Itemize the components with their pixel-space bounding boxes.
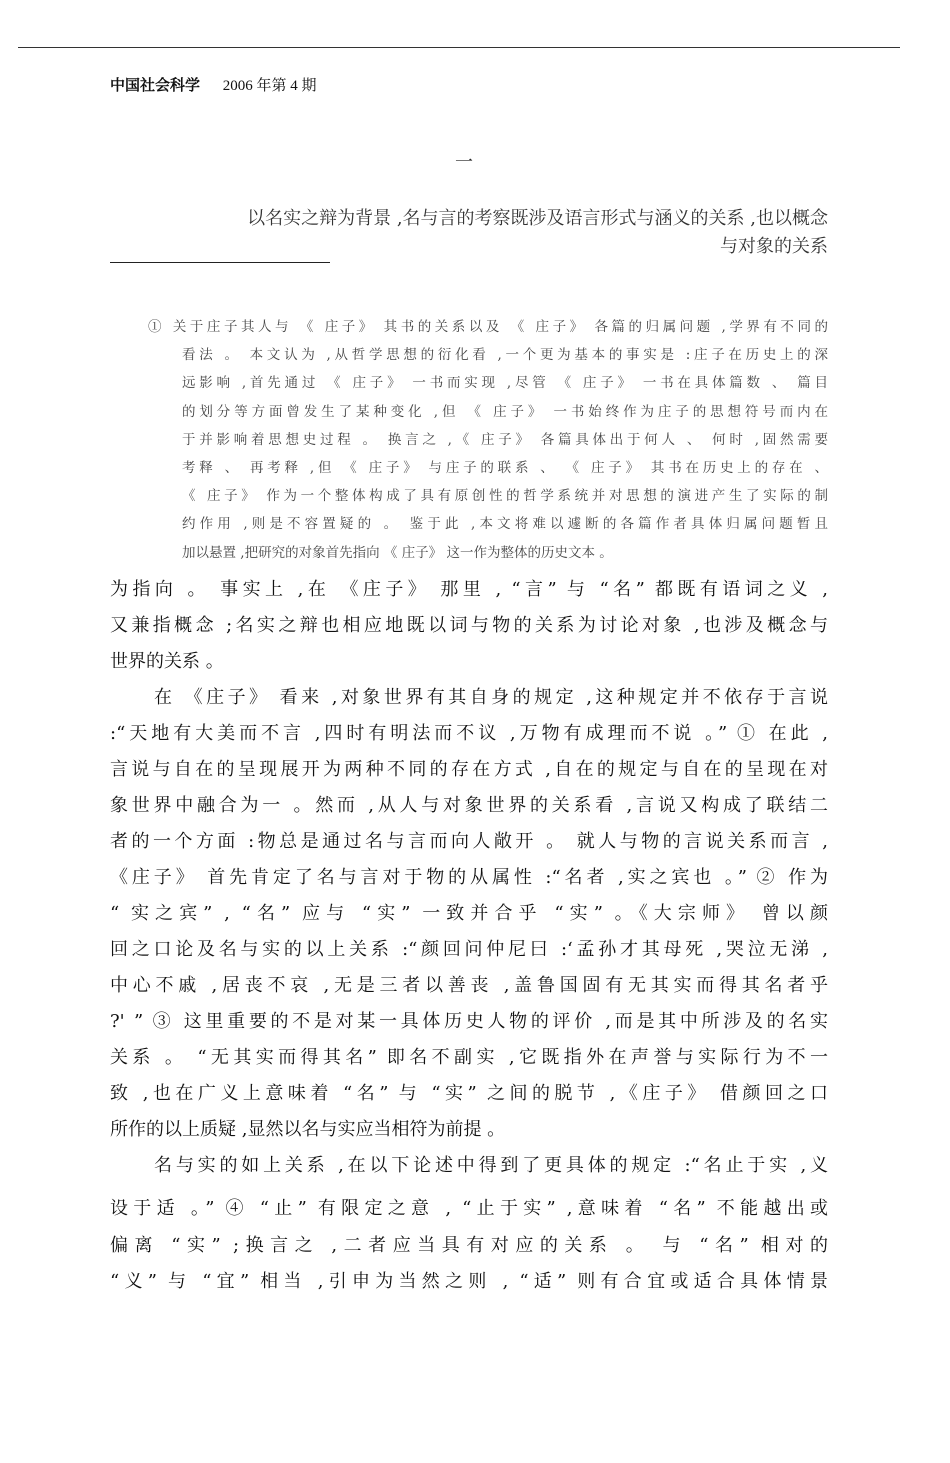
footnote-line: 考释 、 再考释 ,但 《 庄子》 与庄子的联系 、 《 庄子》 其书在历史上的存在 、 xyxy=(182,460,828,477)
body-line: 回之口论及名与实的以上关系 :“颜回问仲尼曰 :‘孟孙才其母死 ,哭泣无涕 , xyxy=(110,939,828,960)
footnote xyxy=(148,313,828,567)
footnote-line: ① 关于庄子其人与 《 庄子》 其书的关系以及 《 庄子》 各篇的归属问题 ,学界有不同的 xyxy=(148,319,828,335)
footnote-line: 看法 。 本文认为 ,从哲学思想的衍化看 ,一个更为基本的事实是 :庄子在历史上的深 xyxy=(182,347,828,364)
section-heading-line: 以名实之辩为背景 ,名与言的考察既涉及语言形式与涵义的关系 ,也以概念 xyxy=(247,208,828,229)
body-line: 《庄子》 首先肯定了名与言对于物的从属性 :“名者 ,实之宾也 。” ② 作为 xyxy=(110,867,828,888)
footnote-line: 《 庄子》 作为一个整体构成了具有原创性的哲学系统并对思想的演进产生了实际的制 xyxy=(182,488,828,505)
body-line: 世界的关系 。 xyxy=(110,651,224,672)
body-text xyxy=(110,572,828,1300)
footnote-line: 远影响 ,首先通过 《 庄子》 一书而实现 ,尽管 《 庄子》 一书在具体篇数 、 篇目 xyxy=(182,375,828,392)
footnote-rule xyxy=(110,262,330,263)
section-heading-line: 与对象的关系 xyxy=(720,236,828,257)
body-line: 中心不戚 ,居丧不哀 ,无是三者以善丧 ,盖鲁国固有无其实而得其名者乎 xyxy=(110,975,828,996)
body-line: “义” 与 “宜” 相当 ,引申为当然之则 , “适” 则有合宜或适合具体情景 xyxy=(110,1271,828,1292)
footnote-line: 加以悬置 ,把研究的对象首先指向 《 庄子》 这一作为整体的历史文本 。 xyxy=(182,544,613,561)
footnote-line: 于并影响着思想史过程 。 换言之 ,《 庄子》 各篇具体出于何人 、 何时 ,固然需要 xyxy=(182,431,828,448)
footnote-line: 约作用 ,则是不容置疑的 。 鉴于此 ,本文将难以遽断的各篇作者具体归属问题暂且 xyxy=(182,516,828,533)
section-number: 一 xyxy=(455,152,473,173)
running-header xyxy=(110,74,317,95)
body-line: 所作的以上质疑 ,显然以名与实应当相符为前提 。 xyxy=(110,1119,506,1140)
journal-title: 中国社会科学 xyxy=(110,76,201,94)
body-line: 名与实的如上关系 ,在以下论述中得到了更具体的规定 :“名止于实 ,义 xyxy=(154,1155,828,1176)
footnote-line: 的划分等方面曾发生了某种变化 ,但 《 庄子》 一书始终作为庄子的思想符号而内在 xyxy=(182,403,828,420)
body-line: 者的一个方面 :物总是通过名与言而向人敞开 。 就人与物的言说关系而言 , xyxy=(110,831,828,852)
body-line: 为指向 。 事实上 ,在 《庄子》 那里 , “言” 与 “名” 都既有语词之义 , xyxy=(110,579,828,600)
issue-number: 2006 年第 4 期 xyxy=(222,78,317,94)
body-line: 象世界中融合为一 。然而 ,从人与对象世界的关系看 ,言说又构成了联结二 xyxy=(110,795,828,816)
body-line: ?' ” ③ 这里重要的不是对某一具体历史人物的评价 ,而是其中所涉及的名实 xyxy=(110,1011,828,1032)
body-line: 致 ,也在广义上意味着 “名” 与 “实” 之间的脱节 ,《庄子》 借颜回之口 xyxy=(110,1083,828,1104)
body-line: 偏离 “实” ;换言之 ,二者应当具有对应的关系 。 与 “名” 相对的 xyxy=(110,1235,828,1256)
top-rule xyxy=(18,47,900,48)
body-line: :“天地有大美而不言 ,四时有明法而不议 ,万物有成理而不说 。” ① 在此 , xyxy=(110,723,828,744)
section-heading xyxy=(110,205,828,261)
body-line: 关系 。 “无其实而得其名” 即名不副实 ,它既指外在声誉与实际行为不一 xyxy=(110,1047,828,1068)
body-line: 设于适 。” ④ “止” 有限定之意 , “止于实” ,意味着 “名” 不能越出或 xyxy=(110,1198,828,1219)
body-line: 言说与自在的呈现展开为两种不同的存在方式 ,自在的规定与自在的呈现在对 xyxy=(110,759,828,780)
body-line: 又兼指概念 ;名实之辩也相应地既以词与物的关系为讨论对象 ,也涉及概念与 xyxy=(110,615,828,636)
body-line: “ 实之宾” , “名” 应与 “实” 一致并合乎 “实” 。《大宗师》 曾以颜 xyxy=(110,903,828,924)
body-line: 在 《庄子》 看来 ,对象世界有其自身的规定 ,这种规定并不依存于言说 xyxy=(154,687,828,708)
